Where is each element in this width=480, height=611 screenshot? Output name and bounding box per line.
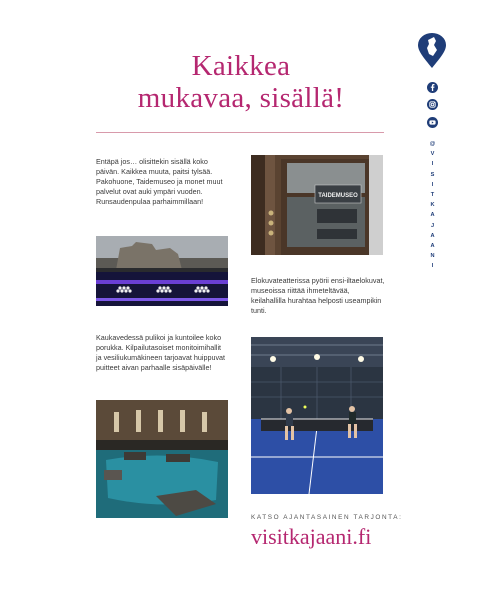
instagram-icon[interactable]: [427, 99, 438, 110]
intro-paragraph: Entäpä jos… olisittekin sisällä koko päivän. Kaikkea muuta, paitsi tylsää. Pakohuone, Taidemuseo ja monet muut palvelut ovat auki ympäri vuoden. Runsaudenpulaa parhaimmillaan!: [96, 157, 223, 206]
page-title: [96, 50, 386, 114]
sports-paragraph: Kaukavedessä pulikoi ja kuntoilee koko porukka. Kilpailutasoiset monitoimihallit ja vesiliukumäkineen tarjoavat huippuvat puitteet aivan parhaalle sisäpäivälle!: [96, 333, 226, 372]
museum-sign-text: TAIDEMUSEO: [318, 193, 358, 199]
title-line-1: Kaikkea: [191, 50, 291, 82]
youtube-icon[interactable]: [427, 117, 438, 128]
handle-letter: T: [430, 192, 435, 199]
cta-label: KATSO AJANTASAINEN TARJONTA:: [251, 514, 403, 521]
handle-letter: J: [430, 222, 435, 229]
handle-letter: A: [430, 232, 435, 239]
cinema-paragraph: Elokuvateatterissa pyörii ensi-iltaelokuvat, museoissa riittää ihmeteltävää, keilahallilla hurahtaa helposti useampikin tunti.: [251, 276, 385, 315]
spa-pool-photo: [96, 400, 228, 518]
handle-letter: I: [431, 263, 434, 270]
padel-court-photo: [251, 337, 383, 494]
handle-letter: I: [431, 181, 434, 188]
title-line-2: mukavaa, sisällä!: [137, 82, 345, 114]
social-handle-vertical: [426, 139, 439, 272]
facebook-icon[interactable]: [427, 82, 438, 93]
handle-letter: A: [430, 243, 435, 250]
visitkajaani-logo-icon: [417, 33, 447, 69]
castle-bowling-photo: [96, 236, 228, 306]
handle-letter: I: [431, 161, 434, 168]
handle-letter: V: [430, 151, 435, 158]
handle-letter: K: [430, 202, 435, 209]
divider: [96, 132, 384, 133]
handle-letter: @: [429, 141, 436, 147]
museum-door-photo: [251, 155, 383, 255]
handle-letter: S: [430, 171, 435, 178]
website-link[interactable]: visitkajaani.fi: [251, 524, 372, 549]
handle-letter: A: [430, 212, 435, 219]
handle-letter: N: [430, 253, 435, 260]
